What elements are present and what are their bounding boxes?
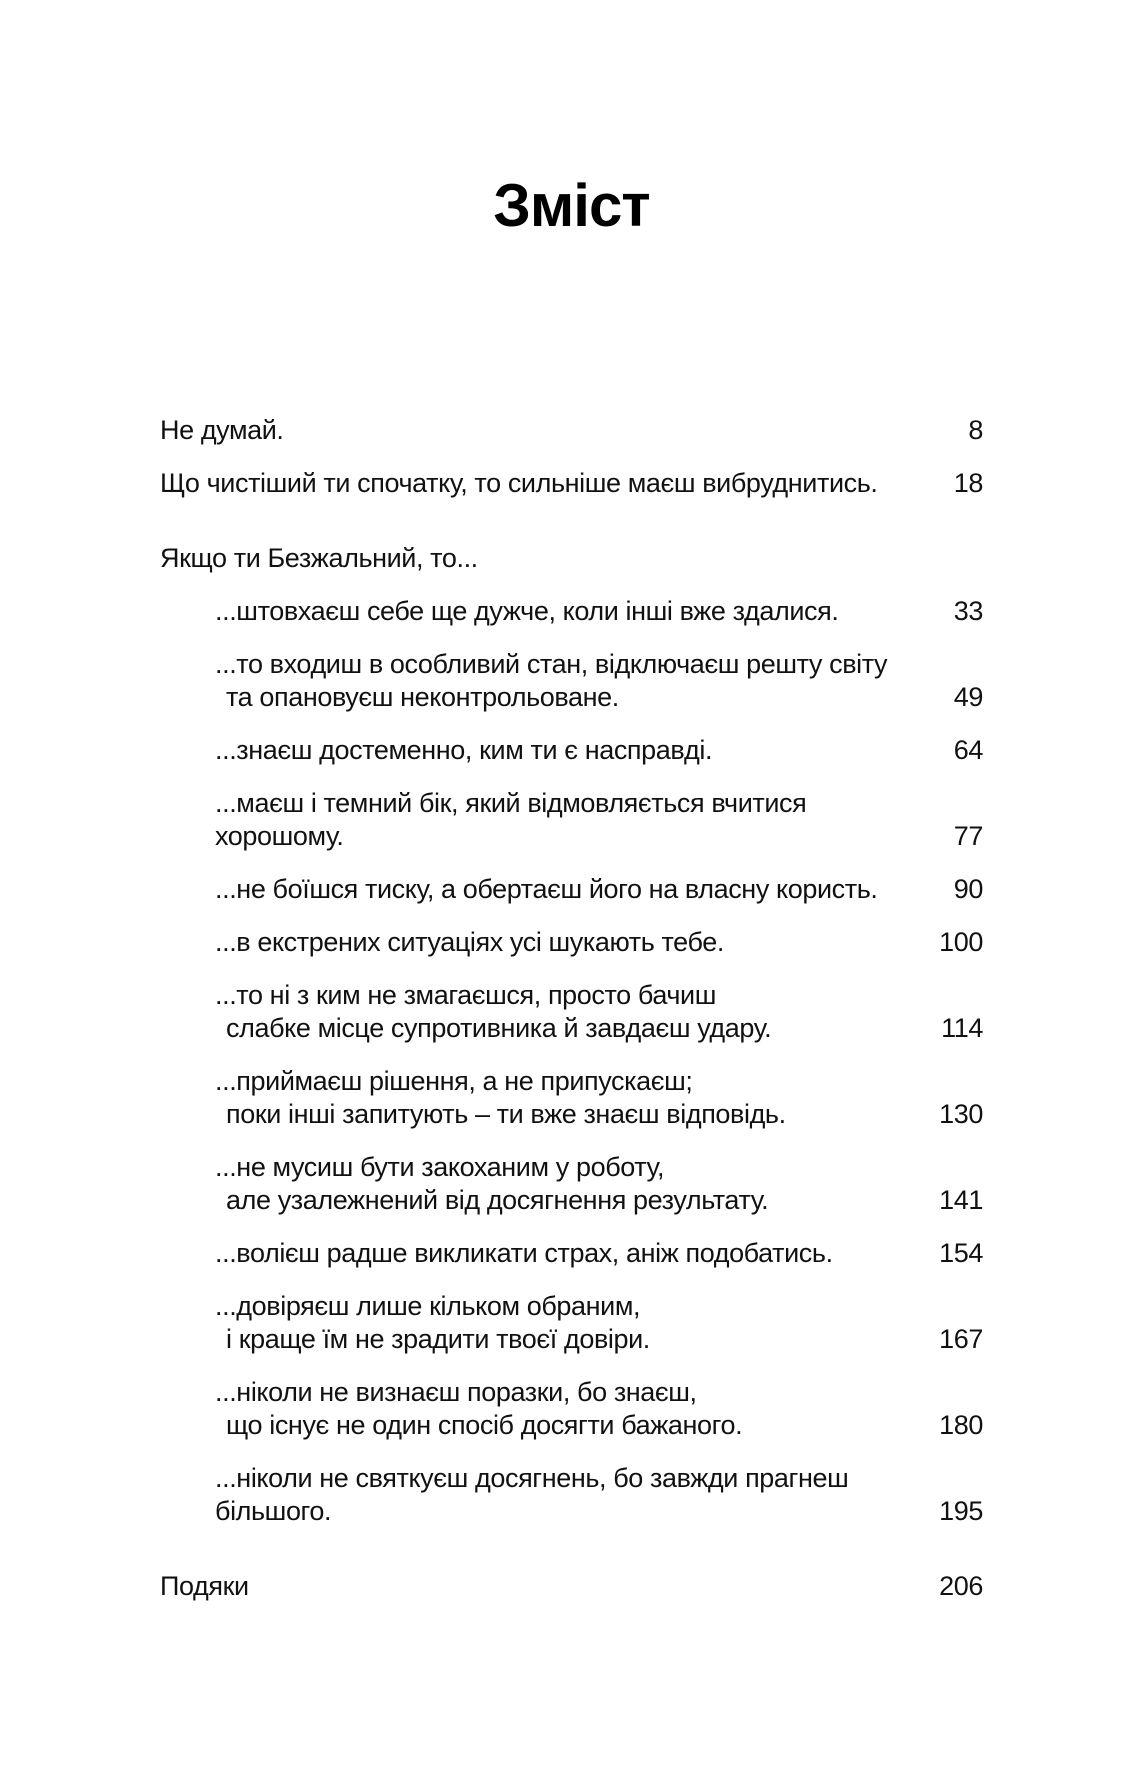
toc-entry-page-number: 90	[953, 874, 983, 904]
toc-entry-line: ...то ні з ким не змагаєшся, просто бачиш	[215, 980, 716, 1010]
toc-entry	[160, 1570, 983, 1603]
toc-entry-text	[160, 734, 893, 767]
toc-entry-text	[160, 873, 893, 906]
toc-entry	[160, 787, 983, 853]
toc-list	[160, 414, 983, 1603]
toc-entry-page-number: 8	[968, 415, 983, 445]
toc-entry-line: Не думай.	[160, 415, 284, 445]
toc-entry	[160, 648, 983, 714]
toc-entry-page-number: 49	[953, 682, 983, 712]
toc-entry	[160, 1290, 983, 1356]
toc-entry-page-number: 18	[953, 468, 983, 498]
toc-entry-page-number: 130	[939, 1099, 983, 1129]
toc-entry-page-number: 206	[939, 1571, 983, 1601]
toc-entry-line: Що чистіший ти спочатку, то сильніше маєш вибруднитись.	[160, 468, 878, 498]
toc-entry-text	[160, 1290, 893, 1356]
toc-entry-line: ...волієш радше викликати страх, аніж подобатись.	[215, 1238, 833, 1268]
toc-entry	[160, 1376, 983, 1442]
toc-entry-text	[160, 542, 893, 575]
toc-entry	[160, 414, 983, 447]
toc-entry-line: ...ніколи не визнаєш поразки, бо знаєш,	[215, 1377, 697, 1407]
toc-entry-line: ...в екстрених ситуаціях усі шукають тебе.	[215, 927, 724, 957]
toc-entry-text	[160, 1462, 893, 1528]
toc-entry-text	[160, 787, 893, 853]
toc-entry-line: Якщо ти Безжальний, то...	[160, 543, 478, 573]
toc-entry-line: ...штовхаєш себе ще дужче, коли інші вже здалися.	[215, 596, 839, 626]
toc-entry-page-number: 154	[939, 1238, 983, 1268]
toc-entry	[160, 1237, 983, 1270]
toc-entry-text	[160, 467, 893, 500]
toc-entry-line: ...маєш і темний бік, який відмовляється вчитися хорошому.	[215, 788, 807, 851]
toc-entry	[160, 595, 983, 628]
toc-entry-line: ...знаєш достеменно, ким ти є насправді.	[215, 735, 713, 765]
toc-entry	[160, 467, 983, 500]
toc-entry-page-number: 167	[939, 1324, 983, 1354]
toc-entry	[160, 873, 983, 906]
toc-entry-line: ...не боїшся тиску, а обертаєш його на власну користь.	[215, 874, 878, 904]
toc-entry-line: що існує не один спосіб досягти бажаного.	[226, 1410, 743, 1440]
toc-entry	[160, 542, 983, 575]
toc-entry-text	[160, 1376, 893, 1442]
toc-entry-page-number: 33	[953, 596, 983, 626]
toc-entry-line: ...ніколи не святкуєш досягнень, бо завжди прагнеш більшого.	[215, 1463, 849, 1526]
toc-entry-page-number: 141	[939, 1185, 983, 1215]
toc-entry-page-number: 100	[939, 927, 983, 957]
toc-entry-text	[160, 1570, 893, 1603]
toc-entry-line: ...приймаєш рішення, а не припускаєш;	[215, 1066, 693, 1096]
toc-entry-line: та опановуєш неконтрольоване.	[226, 682, 619, 712]
toc-entry	[160, 734, 983, 767]
toc-entry-text	[160, 979, 893, 1045]
toc-entry-text	[160, 1237, 893, 1270]
page-title: Зміст	[493, 172, 650, 239]
toc-entry-page-number: 195	[939, 1496, 983, 1526]
toc-entry-line: ...не мусиш бути закоханим у роботу,	[215, 1152, 665, 1182]
toc-entry-text	[160, 1151, 893, 1217]
toc-entry	[160, 1151, 983, 1217]
toc-entry-page-number: 77	[953, 821, 983, 851]
toc-entry	[160, 1065, 983, 1131]
toc-entry-line: ...то входиш в особливий стан, відключаєш решту світу	[215, 649, 888, 679]
toc-entry-text	[160, 414, 893, 447]
toc-entry-page-number: 180	[939, 1410, 983, 1440]
toc-entry	[160, 1462, 983, 1528]
toc-entry	[160, 979, 983, 1045]
toc-entry-text	[160, 926, 893, 959]
toc-entry-page-number: 114	[941, 1013, 983, 1043]
toc-entry-line: Подяки	[160, 1571, 249, 1601]
toc-entry-line: і краще їм не зрадити твоєї довіри.	[226, 1324, 650, 1354]
toc-entry	[160, 926, 983, 959]
toc-entry-text	[160, 1065, 893, 1131]
toc-entry-line: ...довіряєш лише кільком обраним,	[215, 1291, 641, 1321]
toc-entry-text	[160, 648, 893, 714]
toc-entry-line: але узалежнений від досягнення результату.	[226, 1185, 769, 1215]
toc-entry-text	[160, 595, 893, 628]
toc-entry-page-number: 64	[953, 735, 983, 765]
toc-entry-line: слабке місце супротивника й завдаєш удару.	[226, 1013, 772, 1043]
toc-entry-line: поки інші запитують – ти вже знаєш відповідь.	[226, 1099, 786, 1129]
